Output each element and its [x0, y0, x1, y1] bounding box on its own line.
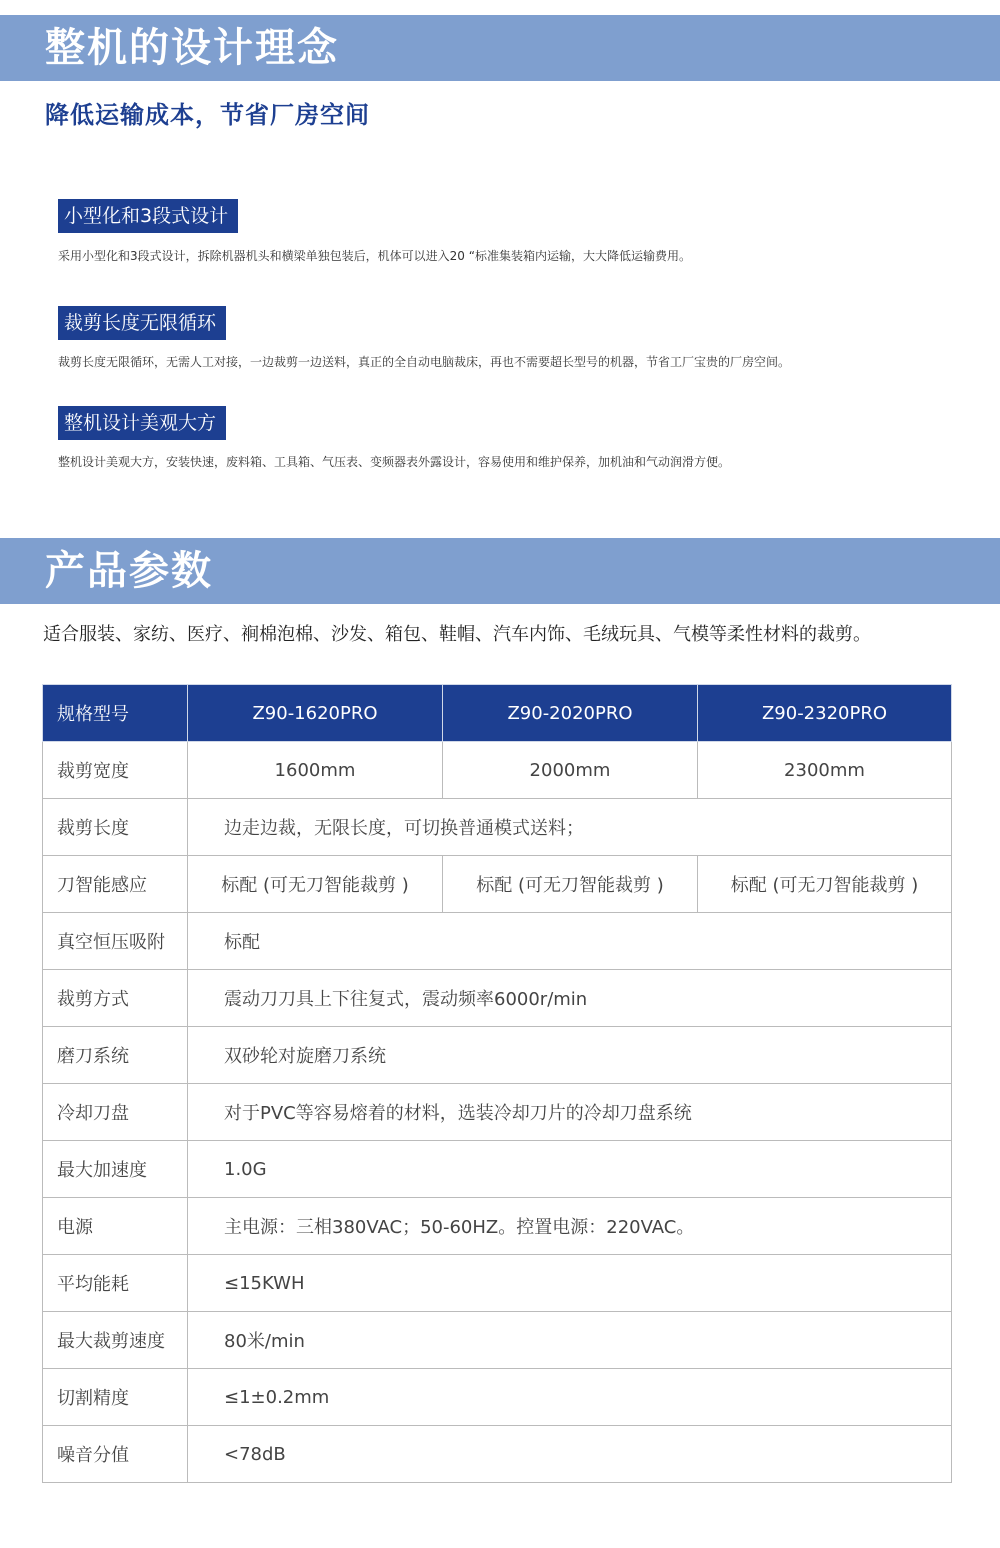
table-row	[43, 1084, 952, 1141]
row-value: 标配	[188, 913, 952, 970]
section-subtitle: 降低运输成本，节省厂房空间	[45, 101, 370, 129]
params-intro: 适合服装、家纺、医疗、裥棉泡棉、沙发、箱包、鞋帽、汽车内饰、毛绒玩具、气模等柔性材料的裁剪。	[43, 624, 871, 645]
table-row	[43, 1312, 952, 1369]
table-row	[43, 1141, 952, 1198]
row-label: 裁剪长度	[43, 799, 188, 856]
row-label: 最大裁剪速度	[43, 1312, 188, 1369]
table-row	[43, 1369, 952, 1426]
row-label: 磨刀系统	[43, 1027, 188, 1084]
row-value: 双砂轮对旋磨刀系统	[188, 1027, 952, 1084]
row-label: 噪音分值	[43, 1426, 188, 1483]
table-row	[43, 1255, 952, 1312]
table-row	[43, 970, 952, 1027]
row-label: 刀智能感应	[43, 856, 188, 913]
row-value: 边走边裁，无限长度，可切换普通模式送料；	[188, 799, 952, 856]
table-row	[43, 856, 952, 913]
header-model: Z90-2020PRO	[443, 685, 698, 742]
row-value: 80米/min	[188, 1312, 952, 1369]
row-value: 标配 (可无刀智能裁剪 )	[698, 856, 952, 913]
table-row	[43, 742, 952, 799]
feature-tag-length: 裁剪长度无限循环	[58, 306, 226, 340]
spec-table	[42, 684, 952, 1483]
row-value: 1600mm	[188, 742, 443, 799]
row-label: 切割精度	[43, 1369, 188, 1426]
row-label: 裁剪宽度	[43, 742, 188, 799]
row-label: 裁剪方式	[43, 970, 188, 1027]
section-title: 整机的设计理念	[45, 25, 339, 71]
row-value: 2000mm	[443, 742, 698, 799]
header-model: Z90-2320PRO	[698, 685, 952, 742]
row-label: 平均能耗	[43, 1255, 188, 1312]
row-value: 主电源：三相380VAC；50-60HZ。控置电源：220VAC。	[188, 1198, 952, 1255]
table-row	[43, 1426, 952, 1483]
row-value: <78dB	[188, 1426, 952, 1483]
row-value: 标配 (可无刀智能裁剪 )	[188, 856, 443, 913]
header-label: 规格型号	[43, 685, 188, 742]
row-value: ≤1±0.2mm	[188, 1369, 952, 1426]
section-banner-design	[0, 15, 1000, 81]
feature-desc-appearance: 整机设计美观大方，安装快速，废料箱、工具箱、气压表、变频器表外露设计，容易使用和维护保养，加机油和气动润滑方便。	[58, 455, 731, 469]
table-row	[43, 1198, 952, 1255]
table-header-row	[43, 685, 952, 742]
table-row	[43, 1027, 952, 1084]
row-value: 标配 (可无刀智能裁剪 )	[443, 856, 698, 913]
feature-tag-compact: 小型化和3段式设计	[58, 199, 238, 233]
feature-desc-compact: 采用小型化和3段式设计，拆除机器机头和横梁单独包装后，机体可以进入20 “标准集装箱内运输，大大降低运输费用。	[58, 249, 691, 263]
section-title: 产品参数	[45, 548, 213, 594]
feature-tag-appearance: 整机设计美观大方	[58, 406, 226, 440]
table-row	[43, 799, 952, 856]
section-banner-params	[0, 538, 1000, 604]
row-value: ≤15KWH	[188, 1255, 952, 1312]
row-label: 电源	[43, 1198, 188, 1255]
feature-desc-length: 裁剪长度无限循环，无需人工对接，一边裁剪一边送料，真正的全自动电脑裁床，再也不需要超长型号的机器，节省工厂宝贵的厂房空间。	[58, 355, 791, 369]
row-value: 对于PVC等容易熔着的材料，选装冷却刀片的冷却刀盘系统	[188, 1084, 952, 1141]
header-model: Z90-1620PRO	[188, 685, 443, 742]
row-label: 冷却刀盘	[43, 1084, 188, 1141]
table-row	[43, 913, 952, 970]
row-label: 真空恒压吸附	[43, 913, 188, 970]
row-label: 最大加速度	[43, 1141, 188, 1198]
row-value: 震动刀刀具上下往复式，震动频率6000r/min	[188, 970, 952, 1027]
row-value: 2300mm	[698, 742, 952, 799]
row-value: 1.0G	[188, 1141, 952, 1198]
